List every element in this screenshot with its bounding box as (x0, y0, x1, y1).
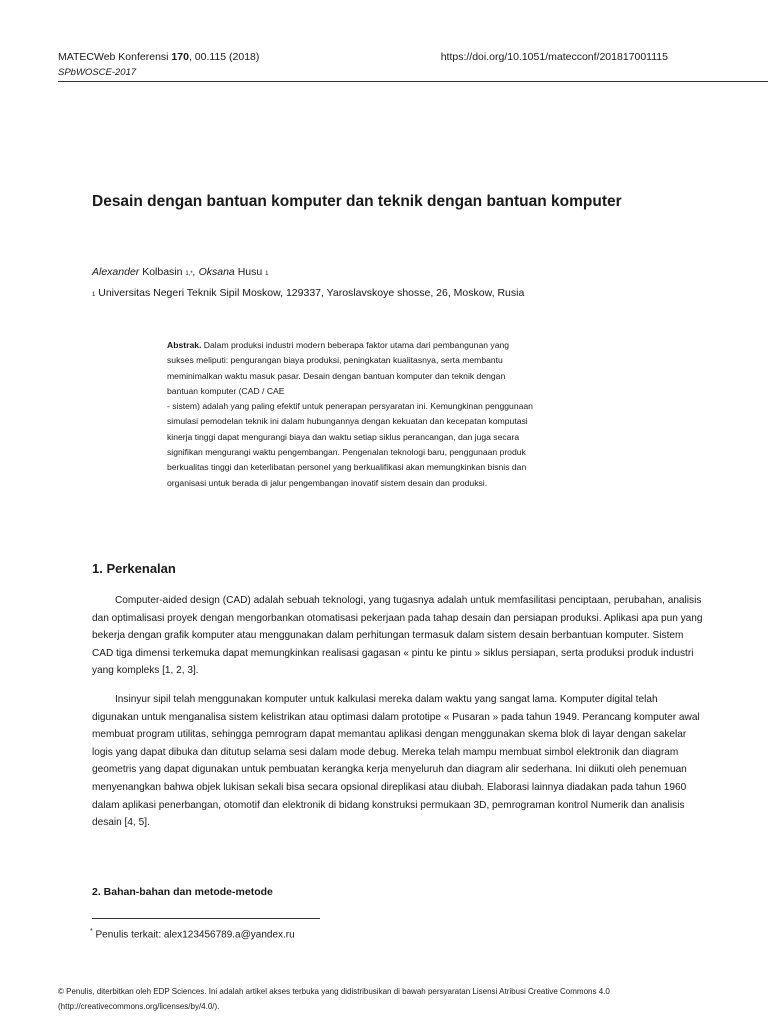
abstract-label: Abstrak. (167, 340, 202, 350)
author2-last-name: Husu (234, 266, 263, 278)
journal-citation (58, 51, 259, 63)
abstract-line: kinerja tinggi dapat mengurangi biaya dan waktu setiap siklus perancangan, dan juga secara (167, 431, 520, 442)
doi-link[interactable]: https://doi.org/10.1051/matecconf/201817001115 (440, 51, 668, 63)
affiliation-mark: 1 (92, 292, 96, 298)
author1-affiliation-mark: 1,* (185, 271, 193, 277)
affiliation (92, 287, 524, 299)
paragraph-text: Insinyur sipil telah menggunakan komputer untuk kalkulasi mereka dalam waktu yang sangat lama. Komputer digital telah digunakan untuk menganalisa sistem kelistrikan atau optimasi dalam prototipe « Pusaran » pada tahun 1949. Perancang komputer awal membuat program utilitas, sehingga pemrogram dapat memantau aplikasi dengan menggunakan skema blok di layar dengan sakelar logis yang dapat dibuka dan ditutup selama sesi dalam mode debug. Mereka telah mampu membuat simbol elektronik dan diagram geometris yang dapat digunakan untuk pembuatan kerangka kerja menyeluruh dan diagram alir sederhana. Ini diikuti oleh penemuan menyenangkan bahwa objek lukisan sekali bisa secara opsional direplikasi atau diubah. Elaborasi lainnya diadakan pada tahun 1960 dalam aplikasi penerbangan, otomotif dan elektronik di bidang konstruksi permukaan 3D, pemrograman kontrol Numerik dan analisis desain [4, 5]. (92, 694, 700, 829)
abstract-line: berkualitas tinggi dan keterlibatan personel yang berkualifikasi akan memungkinkan bisnis dan (167, 462, 527, 473)
author2-affiliation-mark: 1 (265, 271, 269, 277)
journal-volume: 170 (171, 51, 189, 63)
abstract-line: meminimalkan waktu masuk pasar. Desain dengan bantuan komputer dan teknik dengan (167, 370, 506, 381)
license-url[interactable]: (http://creativecommons.org/licenses/by/4.0/). (58, 1002, 220, 1011)
author1-first-name: Alexander (92, 266, 140, 278)
abstract-line: organisasi untuk berada di jalur pengembangan inovatif sistem desain dan produksi. (167, 477, 488, 488)
intro-paragraph-2 (92, 691, 704, 832)
abstract-line: - sistem) adalah yang paling efektif untuk penerapan persyaratan ini. Kemungkinan penggunaan (167, 401, 533, 412)
abstract-line: bantuan komputer (CAD / CAE (167, 385, 285, 396)
license-text: © Penulis, diterbitkan oleh EDP Sciences. Ini adalah artikel akses terbuka yang didistribusikan di bawah persyaratan Lisensi Atribusi Creative Commons 4.0 (58, 987, 610, 996)
abstract-line: sukses meliputi: pengurangan biaya produksi, peningkatan kualitasnya, serta membantu (167, 355, 503, 366)
footnote-text: Penulis terkait: alex123456789.a@yandex.ru (92, 929, 295, 941)
abstract-line (167, 338, 602, 353)
paper-title: Desain dengan bantuan komputer dan teknik dengan bantuan komputer (92, 193, 622, 210)
conference-name: SPbWOSCE-2017 (58, 67, 137, 78)
abstract-line: signifikan mengurangi waktu pengembangan. Pengenalan teknologi baru, penggunaan produk (167, 447, 526, 458)
author2-first-name: , Oksana (192, 266, 235, 278)
abstract (167, 338, 602, 491)
author-list (92, 266, 268, 278)
affiliation-text: Universitas Negeri Teknik Sipil Moskow, 129337, Yaroslavskoye shosse, 26, Moskow, Rusia (95, 287, 525, 299)
footnote-divider (92, 918, 320, 919)
paragraph-text: Computer-aided design (CAD) adalah sebuah teknologi, yang tugasnya adalah untuk memfasilitasi penciptaan, perubahan, analisis dan optimalisasi proyek dengan mengorbankan otomatisasi pekerjaan pada tahap desain dan persiapan produksi. Aplikasi apa pun yang bekerja dengan grafik komputer atau menggunakan dalam perhitungan termasuk dalam sistem desain berbantuan komputer. Sistem CAD tiga dimensi terkemuka dapat memungkinkan realisasi gagasan « pintu ke pintu » siklus persiapan, serta produksi produk industri yang kompleks [1, 2, 3]. (92, 595, 703, 677)
license-notice (58, 984, 758, 1014)
section-heading-materials-methods: 2. Bahan-bahan dan metode-metode (92, 886, 273, 898)
footnote-mark: * (90, 928, 93, 935)
journal-article-number: , 00.115 (2018) (188, 51, 260, 63)
corresponding-author-footnote (90, 928, 295, 940)
abstract-text: Dalam produksi industri modern beberapa faktor utama dari pembangunan yang (201, 340, 510, 350)
intro-paragraph-1 (92, 592, 704, 680)
author1-last-name: Kolbasin (139, 266, 183, 278)
journal-name: MATECWeb Konferensi (58, 51, 172, 63)
header-divider (58, 81, 768, 82)
section-heading-introduction: 1. Perkenalan (92, 561, 176, 576)
abstract-line: simulasi pemodelan teknik ini dalam hubungannya dengan kekuatan dan kecepatan komputasi (167, 416, 528, 427)
